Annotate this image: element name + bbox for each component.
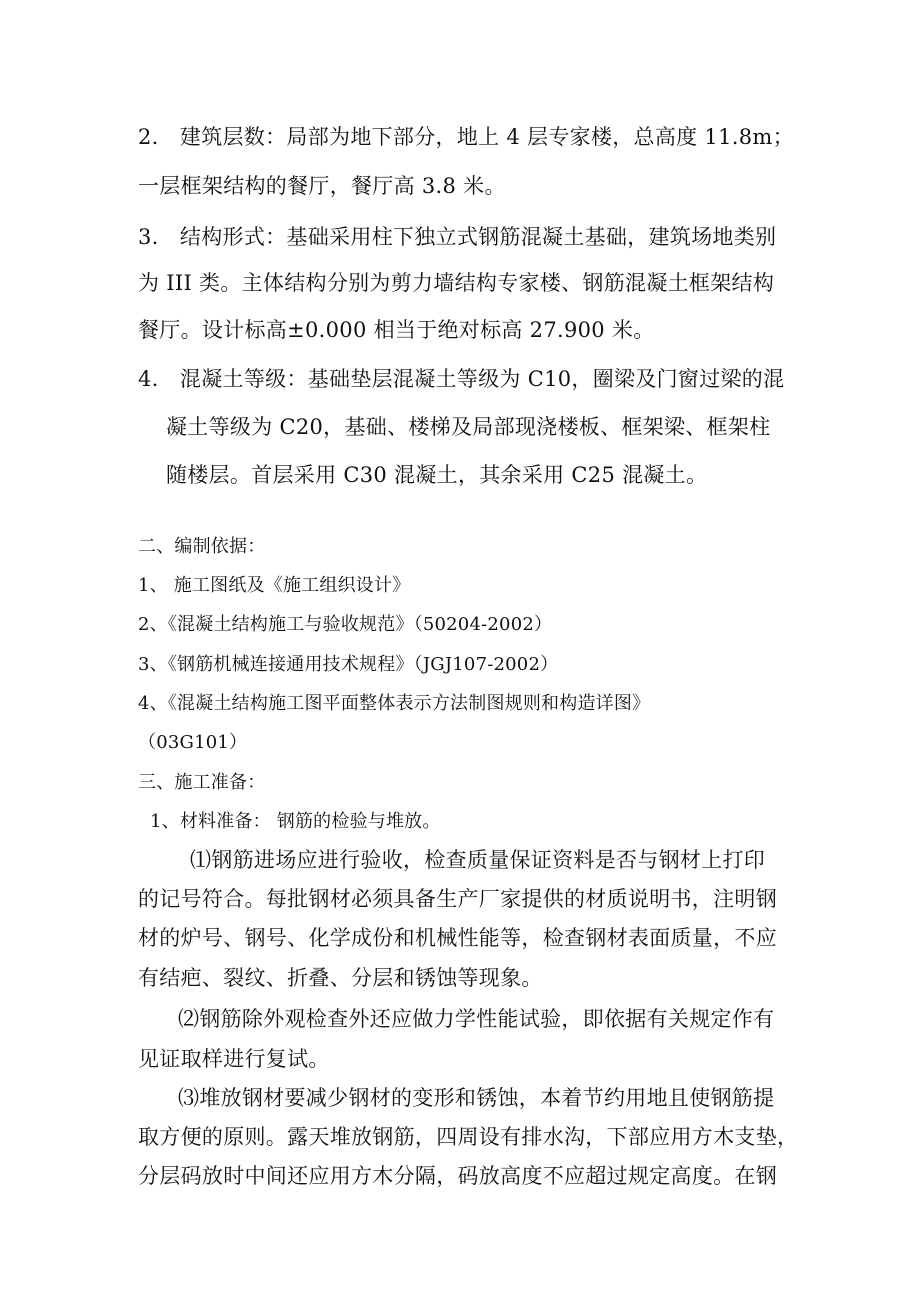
basis-item-1: 1、 施工图纸及《施工组织设计》 [138, 575, 411, 596]
item-3-line-1: 3. 结构形式：基础采用柱下独立式钢筋混凝土基础，建筑场地类别 [138, 225, 777, 249]
item-2-line-1: 2. 建筑层数：局部为地下部分，地上 4 层专家楼，总高度 11.8m； [138, 125, 794, 149]
prep-p1-line-3: 材的炉号、钢号、化学成份和机械性能等，检查钢材表面质量，不应 [138, 926, 777, 950]
item-4-line-2: 凝土等级为 C20，基础、楼梯及局部现浇楼板、框架梁、框架柱 [166, 415, 771, 439]
item-3-line-2: 为 III 类。主体结构分别为剪力墙结构专家楼、钢筋混凝土框架结构 [138, 271, 775, 295]
basis-item-2: 2、《混凝土结构施工与验收规范》（50204-2002） [138, 614, 553, 635]
prep-p1-line-4: 有结疤、裂纹、折叠、分层和锈蚀等现象。 [138, 966, 543, 990]
item-2-line-2: 一层框架结构的餐厅，餐厅高 3.8 米。 [138, 174, 506, 198]
section-heading-prep: 三、施工准备： [138, 772, 266, 793]
prep-p3-line-1: ⑶堆放钢材要减少钢材的变形和锈蚀，本着节约用地且使钢筋提 [178, 1086, 775, 1110]
prep-p1-line-1: ⑴钢筋进场应进行验收，检查质量保证资料是否与钢材上打印 [190, 848, 766, 872]
prep-p2-line-1: ⑵钢筋除外观检查外还应做力学性能试验，即依据有关规定作有 [178, 1007, 775, 1031]
basis-item-4-line-2: （03G101） [138, 732, 248, 753]
prep-p2-line-2: 见证取样进行复试。 [138, 1047, 330, 1071]
item-4-line-3: 随楼层。首层采用 C30 混凝土，其余采用 C25 混凝土。 [166, 463, 708, 487]
basis-item-4-line-1: 4、《混凝土结构施工图平面整体表示方法制图规则和构造详图》 [138, 693, 651, 714]
prep-p3-line-2: 取方便的原则。露天堆放钢筋，四周设有排水沟，下部应用方木支垫， [138, 1125, 799, 1149]
section-heading-basis: 二、编制依据： [138, 536, 266, 557]
item-4-line-1: 4. 混凝土等级：基础垫层混凝土等级为 C10，圈梁及门窗过梁的混 [138, 367, 785, 391]
prep-sub-1: 1、材料准备： 钢筋的检验与堆放。 [150, 811, 441, 832]
prep-p1-line-2: 的记号符合。每批钢材必须具备生产厂家提供的材质说明书，注明钢 [138, 887, 777, 911]
prep-p3-line-3: 分层码放时中间还应用方木分隔，码放高度不应超过规定高度。在钢 [138, 1164, 777, 1188]
item-3-line-3: 餐厅。设计标高±0.000 相当于绝对标高 27.900 米。 [138, 318, 655, 342]
basis-item-3: 3、《钢筋机械连接通用技术规程》（JGJ107-2002） [138, 654, 559, 675]
